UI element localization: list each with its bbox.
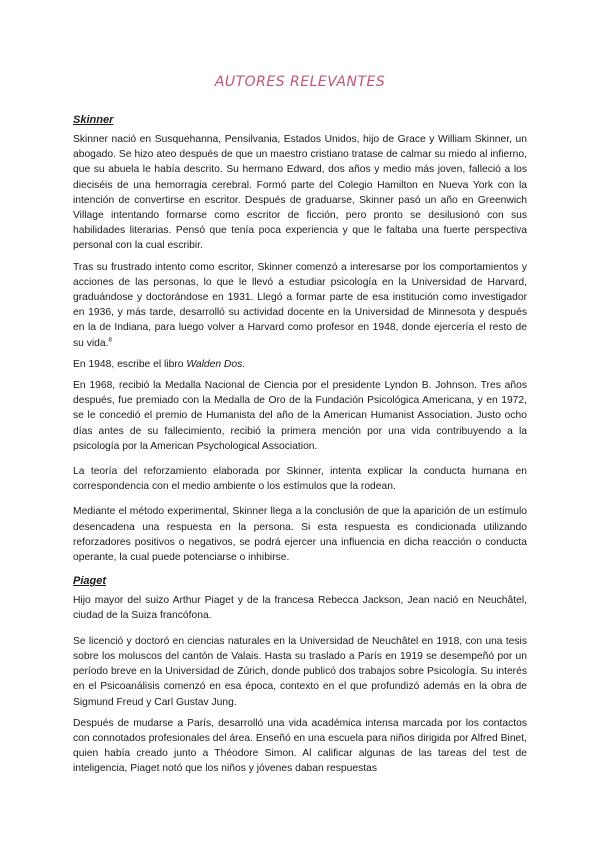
piaget-paragraph-3: Después de mudarse a París, desarrolló una vida académica intensa marcada por los contactos con connotados profesionales del área. Enseñó en una escuela para niños dirigida por Alfred Binet, quien había creado junto a Théodore Simon. Al calificar algunas de las tareas del test de inteligencia, Piaget notó que los niños y jóvenes daban respuestas [73,717,527,775]
skinner-paragraph-3 [73,357,527,372]
skinner-paragraph-3-prefix: En 1948, escribe el libro [73,358,187,370]
section-heading-piaget: Piaget [73,575,107,588]
footnote-marker: 8 [108,337,112,344]
skinner-paragraph-6: Mediante el método experimental, Skinner llega a la conclusión de que la aparición de un estímulo desencadena una respuesta en la persona. Si esta respuesta es condicionada utilizando reforzadores positivos o negativos, se podrá ejercer una influencia en dicha reacción o conducta operante, la cual puede potenciarse o inhibirse. [73,506,527,564]
skinner-paragraph-2 [73,260,527,351]
skinner-paragraph-2-text: Tras su frustrado intento como escritor, Skinner comenzó a interesarse por los comportamientos y acciones de las personas, lo que le llevó a estudiar psicología en la Universidad de Harvard, graduándose y doctorándose en 1931. Llegó a formar parte de esa institución como investigador en 1936, y más tarde, desarrolló su actividad docente en la Universidad de Minnesota y después en la de Indiana, para luego volver a Harvard como profesor en 1948, donde ejercería el resto de su vida. [73,261,527,349]
piaget-paragraph-2: Se licenció y doctoró en ciencias naturales en la Universidad de Neuchâtel en 1918, con una tesis sobre los moluscos del cantón de Valais. Hasta su traslado a París en 1919 se desempeñó por un período breve en la Universidad de Zúrich, donde publicó dos trabajos sobre Psicología. Su interés en el Psicoanálisis comenzó en esa época, contexto en el que profundizó además en la obra de Sigmund Freud y Carl Gustav Jung. [73,635,527,708]
skinner-paragraph-1: Skinner nació en Susquehanna, Pensilvania, Estados Unidos, hijo de Grace y William Skinner, un abogado. Se hizo ateo después de que un maestro cristiano tratase de calmar su miedo al infierno, que su abuela le había descrito. Su hermano Edward, dos años y medio más joven, falleció a los dieciséis de una hemorragia cerebral. Formó parte del Colegio Hamilton en Nueva York con la intención de convertirse en escritor. Después de graduarse, Skinner pasó un año en Greenwich Village intentando formarse como escritor de ficción, pero pronto se desilusionó con sus habilidades literarias. Pensó que tenía poca experiencia y que le faltaba una fuerte perspectiva personal con la cual escribir. [73,134,527,252]
skinner-paragraph-5: La teoría del reforzamiento elaborada por Skinner, intenta explicar la conducta humana en correspondencia con el medio ambiente o los estímulos que la rodean. [73,466,527,493]
skinner-paragraph-3-suffix: . [242,358,246,370]
page-title: AUTORES RELEVANTES [214,74,386,90]
piaget-paragraph-1: Hijo mayor del suizo Arthur Piaget y de la francesa Rebecca Jackson, Jean nació en Neuchâtel, ciudad de la Suiza francófona. [73,595,527,622]
book-title: Walden Dos [186,358,243,370]
skinner-paragraph-4: En 1968, recibió la Medalla Nacional de Ciencia por el presidente Lyndon B. Johnson. Tres años después, fue premiado con la Medalla de Oro de la Fundación Psicológica Americana, y en 1972, se le concedió el premio de Humanista del año de la American Humanist Association. Justo ocho días antes de su fallecimiento, recibió la primera mención por una vida contribuyendo a la psicología por la American Psychological Association. [73,380,527,452]
section-heading-skinner: Skinner [73,114,114,126]
